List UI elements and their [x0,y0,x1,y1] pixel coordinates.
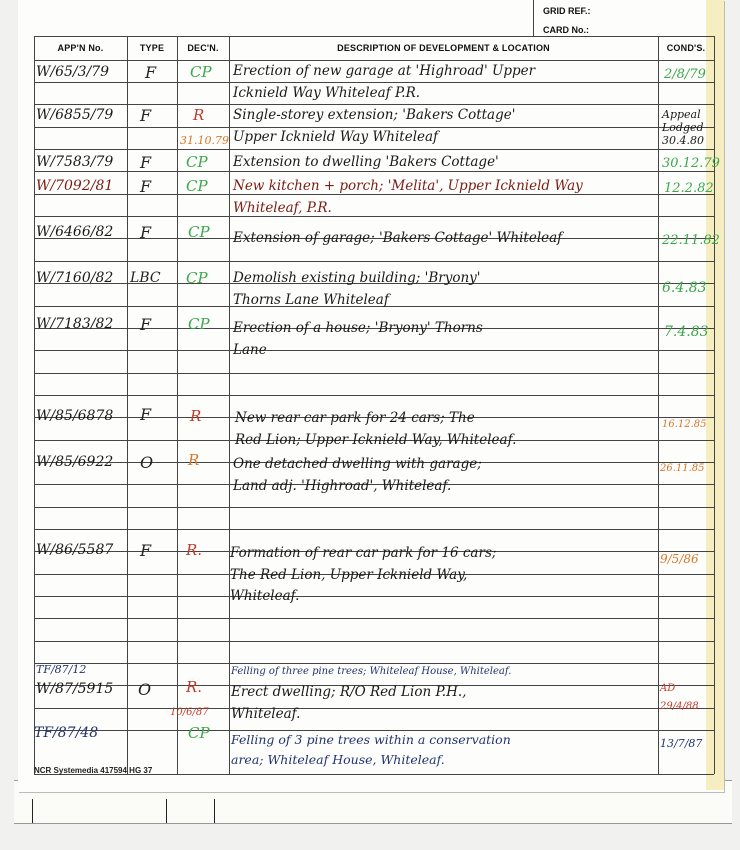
entry-decision: CP [186,177,208,195]
entry-description: One detached dwelling with garage; Land adj. 'Highroad', Whiteleaf. [233,456,482,494]
column-header-decision: DEC'N. [187,43,219,53]
entry-app-no: W/7583/79 [36,154,114,170]
grid-row-line [34,149,714,150]
entry-app-no: W/65/3/79 [36,64,110,80]
entry-app-no: W/87/5915 [36,681,114,697]
entry-type: F [145,63,157,82]
entry-conditions: 22.11.82 [662,233,720,248]
footer-print-code: NCR Systemedia 417594 HG 37 [34,766,153,775]
grid-row-line [34,395,714,396]
entry-decision: R [190,407,202,425]
grid-column-line [658,36,659,774]
entry-type: F [140,177,152,196]
entry-decision: R [193,106,205,124]
grid-row-line [34,507,714,508]
entry-description: New kitchen + porch; 'Melita', Upper Icknield Way Whiteleaf, P.R. [233,178,583,216]
entry-conditions: 6.4.83 [662,280,707,296]
entry-description: Erection of a house; 'Bryony' Thorns Lane [233,320,483,358]
entry-conditions: 16.12.85 [662,419,707,430]
entry-conditions: 12.2.82 [664,181,714,196]
entry-decision: CP [186,153,208,171]
grid-ref-label: GRID REF.: [543,6,591,16]
entry-type: LBC [130,270,161,286]
grid-column-line [177,36,178,774]
meta-divider [533,0,534,36]
entry-app-no: W/6466/82 [36,224,114,240]
column-header-type: TYPE [139,43,165,53]
card-tick [166,799,167,823]
entry-decision: R. [186,541,203,559]
entry-type: F [140,405,152,424]
entry-decision: CP [188,223,210,241]
entry-description: Single-storey extension; 'Bakers Cottage' Upper Icknield Way Whiteleaf [233,107,516,145]
grid-column-line [127,36,128,774]
grid-row-line [34,641,714,642]
entry-type: O [140,453,154,472]
entry-type: F [140,153,152,172]
entry-conditions: Appeal Lodged 30.4.80 [662,108,704,147]
entry-description: Extension of garage; 'Bakers Cottage' Whiteleaf [233,230,563,246]
entry-conditions: 26.11.85 [660,463,705,474]
entry-description: Felling of 3 pine trees within a conservation area; Whiteleaf House, Whiteleaf. [231,732,511,767]
entry-type: O [138,680,152,699]
entry-type: F [140,106,152,125]
grid-row-line [34,618,714,619]
card-no-label: CARD No.: [543,25,589,35]
grid-column-line [229,36,230,774]
entry-conditions: 30.12.79 [662,156,720,171]
entry-decision-date: 10/6/87 [170,707,209,718]
grid-row-line [34,261,714,262]
column-header-conditions: COND'S. [666,43,706,53]
entry-app-no: TF/87/12 [36,663,87,676]
entry-app-no: W/85/6878 [36,408,114,424]
entry-app-no: W/85/6922 [36,454,114,470]
entry-decision: CP [186,269,208,287]
card-tick [214,799,215,823]
entry-decision: CP [190,63,212,81]
entry-app-no: TF/87/48 [34,725,99,741]
column-header-description: DESCRIPTION OF DEVELOPMENT & LOCATION [337,43,550,53]
entry-decision-date: 31.10.79 [180,134,229,147]
entry-type: F [140,315,152,334]
entry-type: F [140,223,152,242]
entry-decision: R [188,451,200,469]
entry-decision: R. [186,678,203,696]
entry-description: Erect dwelling; R/O Red Lion P.H., Whiteleaf. [231,684,467,722]
entry-decision: CP [188,315,210,333]
entry-description: Extension to dwelling 'Bakers Cottage' [233,154,499,170]
entry-decision: CP [188,724,210,742]
entry-description: Formation of rear car park for 16 cars; The Red Lion, Upper Icknield Way, Whiteleaf. [230,545,497,604]
grid-column-line [34,36,35,774]
entry-description: Erection of new garage at 'Highroad' Upper Icknield Way Whiteleaf P.R. [233,63,536,101]
entry-app-no: W/7092/81 [36,178,114,194]
entry-description: New rear car park for 24 cars; The Red Lion; Upper Icknield Way, Whiteleaf. [235,410,517,448]
entry-app-no: W/6855/79 [36,107,114,123]
entry-conditions: AD 29/4/88 [660,683,699,712]
card-tick [32,799,33,823]
entry-conditions: 7.4.83 [664,324,709,340]
entry-conditions: 13/7/87 [660,737,703,750]
column-header-app-no: APP'N No. [57,43,104,53]
entry-type: F [140,541,152,560]
entry-app-no: W/7183/82 [36,316,114,332]
entry-app-no: W/7160/82 [36,270,114,286]
entry-conditions: 2/8/79 [664,67,706,82]
grid-row-line [34,529,714,530]
entry-description: Demolish existing building; 'Bryony' Thorns Lane Whiteleaf [233,270,481,308]
entry-app-no: W/86/5587 [36,542,114,558]
entry-conditions: 9/5/86 [660,552,699,566]
entry-description: Felling of three pine trees; Whiteleaf House, Whiteleaf. [231,666,512,677]
grid-row-line [34,373,714,374]
